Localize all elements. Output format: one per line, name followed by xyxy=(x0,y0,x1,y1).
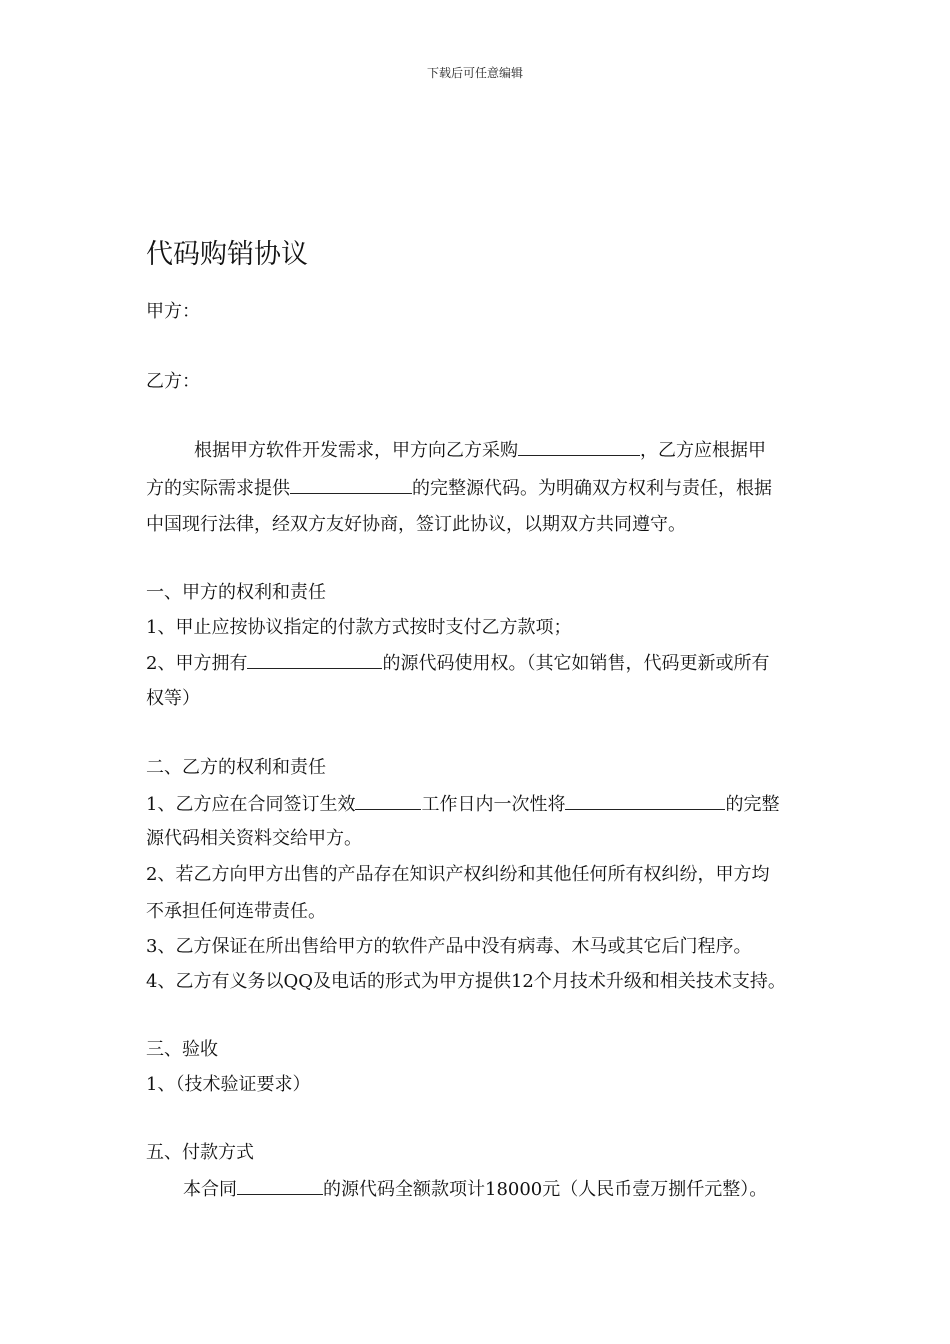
blank-delivery-item xyxy=(565,791,725,810)
intro-text-4: 的完整源代码。为明确双方权利与责任，根据 xyxy=(412,478,772,499)
section2-item1-text-d: 源代码相关资料交给甲方。 xyxy=(146,828,362,849)
section3-item1: 1、（技术验证要求） xyxy=(146,1074,311,1095)
section2-item4: 4、乙方有义务以QQ及电话的形式为甲方提供12个月技术升级和相关技术支持。 xyxy=(146,971,786,992)
page-header: 下载后可任意编辑 xyxy=(426,66,523,80)
blank-contract-item xyxy=(237,1176,323,1195)
section2-item2-text-a: 2、若乙方向甲方出售的产品存在知识产权纠纷和其他任何所有权纠纷，甲方均 xyxy=(146,864,770,885)
section2-item2-text-b: 不承担任何连带责任。 xyxy=(146,901,326,922)
section1-item2-text-c: 权等） xyxy=(146,688,200,709)
section1-item1: 1、甲止应按协议指定的付款方式按时支付乙方款项； xyxy=(146,617,572,638)
intro-text-3: 方的实际需求提供 xyxy=(146,478,290,499)
party-a-label: 甲方： xyxy=(146,301,200,322)
blank-source-code xyxy=(290,475,412,494)
party-b-label: 乙方： xyxy=(146,371,200,392)
section2-item3: 3、乙方保证在所出售给甲方的软件产品中没有病毒、木马或其它后门程序。 xyxy=(146,936,752,957)
blank-usage-right xyxy=(247,650,382,669)
intro-text-2: ，乙方应根据甲 xyxy=(640,440,766,461)
section5-text-b: 的源代码全额款项计18000元（人民币壹万捌仟元整）。 xyxy=(323,1179,768,1200)
blank-purchase-item xyxy=(518,437,640,456)
section1-item2-text-a: 2、甲方拥有 xyxy=(146,653,248,674)
intro-text-5: 中国现行法律，经双方友好协商，签订此协议，以期双方共同遵守。 xyxy=(146,514,686,535)
section1-heading: 一、甲方的权利和责任 xyxy=(146,582,326,603)
document-title: 代码购销协议 xyxy=(146,239,308,270)
section2-heading: 二、乙方的权利和责任 xyxy=(146,757,326,778)
section2-item1-text-b: 工作日内一次性将 xyxy=(421,794,566,815)
section5-text-a: 本合同 xyxy=(183,1179,237,1200)
section2-item1-text-c: 的完整 xyxy=(725,794,780,815)
blank-workdays xyxy=(355,791,421,810)
section1-item2-text-b: 的源代码使用权。（其它如销售，代码更新或所有 xyxy=(382,653,770,674)
section2-item1-text-a: 1、乙方应在合同签订生效 xyxy=(146,794,356,815)
section3-heading: 三、验收 xyxy=(146,1039,218,1060)
section5-heading: 五、付款方式 xyxy=(146,1142,254,1163)
intro-text-1: 根据甲方软件开发需求，甲方向乙方采购 xyxy=(194,440,518,461)
